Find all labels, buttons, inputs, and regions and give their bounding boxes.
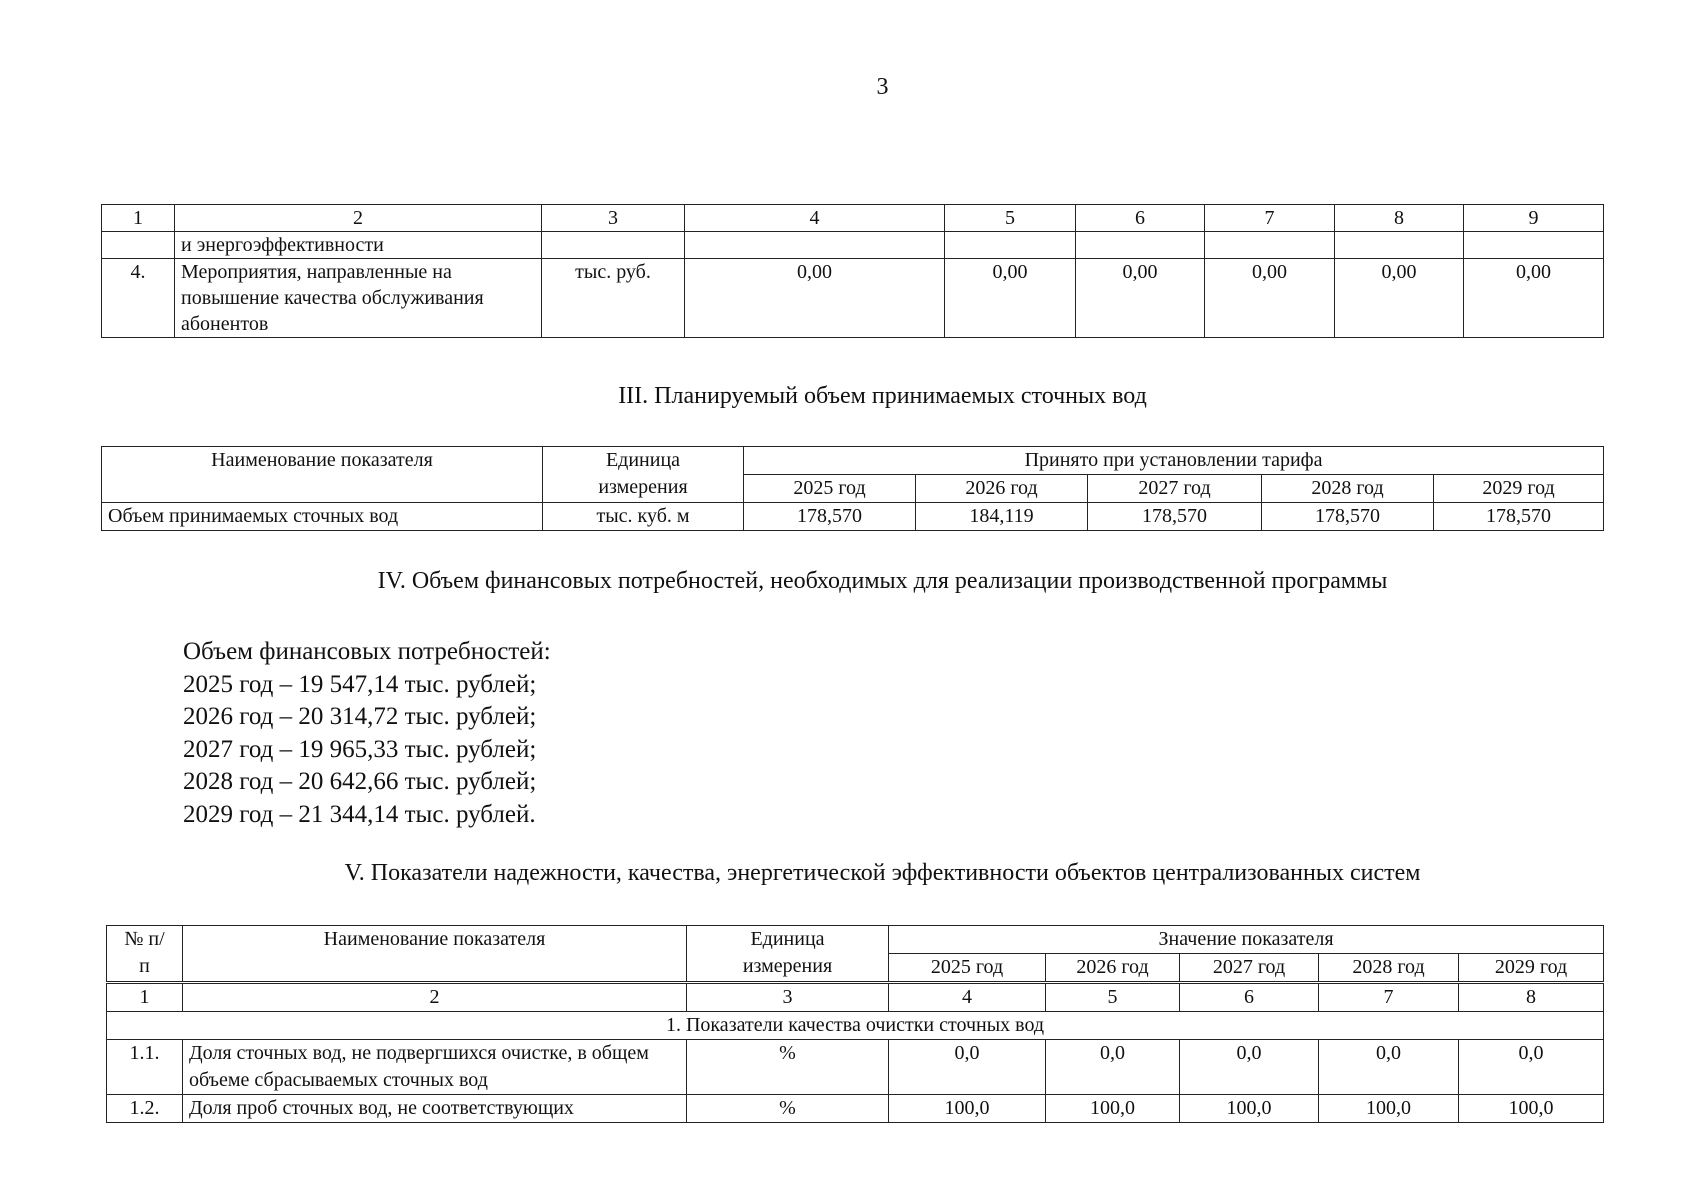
row-unit: тыс. руб. xyxy=(542,259,685,338)
row-value xyxy=(945,232,1076,259)
header-year: 2027 год xyxy=(1088,475,1262,503)
header-year: 2028 год xyxy=(1319,954,1459,983)
financial-needs xyxy=(183,636,551,831)
table-row xyxy=(102,259,1604,338)
section-5-heading: V. Показатели надежности, качества, энергетической эффективности объектов централизованных систем xyxy=(344,860,1421,886)
financial-intro: Объем финансовых потребностей: xyxy=(183,638,551,665)
row-value: 100,0 xyxy=(1046,1095,1180,1123)
row-value: 0,0 xyxy=(1180,1040,1319,1095)
table-row xyxy=(102,503,1604,531)
header-group: Принято при установлении тарифа xyxy=(744,447,1604,475)
row-value xyxy=(1076,232,1205,259)
row-value: 0,00 xyxy=(1335,259,1464,338)
header-year: 2028 год xyxy=(1262,475,1434,503)
indicators-table xyxy=(106,925,1604,1123)
page-number: 3 xyxy=(876,74,889,100)
table-row xyxy=(107,1040,1604,1095)
header-unit: Единица измерения xyxy=(687,926,889,983)
row-value: 0,00 xyxy=(1076,259,1205,338)
col-number: 1 xyxy=(102,205,175,232)
row-number: 1.2. xyxy=(107,1095,183,1123)
financial-line: 2027 год – 19 965,33 тыс. рублей; xyxy=(183,735,537,763)
section-3-heading: III. Планируемый объем принимаемых сточных вод xyxy=(618,383,1147,409)
col-number: 5 xyxy=(945,205,1076,232)
group-title: 1. Показатели качества очистки сточных вод xyxy=(107,1012,1604,1040)
col-number: 7 xyxy=(1319,983,1459,1012)
col-number: 2 xyxy=(183,983,687,1012)
row-value xyxy=(685,232,945,259)
financial-line: 2029 год – 21 344,14 тыс. рублей. xyxy=(183,800,536,828)
row-name: Объем принимаемых сточных вод xyxy=(102,503,543,531)
col-number: 8 xyxy=(1335,205,1464,232)
row-value: 0,0 xyxy=(1046,1040,1180,1095)
table-row xyxy=(102,232,1604,259)
section-4-heading: IV. Объем финансовых потребностей, необходимых для реализации производственной программы xyxy=(377,568,1388,594)
row-unit: тыс. куб. м xyxy=(543,503,744,531)
row-value: 100,0 xyxy=(1180,1095,1319,1123)
col-number: 5 xyxy=(1046,983,1180,1012)
row-value: 100,0 xyxy=(889,1095,1046,1123)
row-value: 0,0 xyxy=(1459,1040,1604,1095)
col-number: 6 xyxy=(1180,983,1319,1012)
row-unit xyxy=(542,232,685,259)
column-number-row xyxy=(107,983,1604,1012)
row-value xyxy=(1464,232,1604,259)
row-value: 184,119 xyxy=(916,503,1088,531)
financial-line: 2028 год – 20 642,66 тыс. рублей; xyxy=(183,768,537,795)
column-number-row xyxy=(102,205,1604,232)
col-number: 4 xyxy=(889,983,1046,1012)
col-number: 4 xyxy=(685,205,945,232)
row-value: 0,0 xyxy=(1319,1040,1459,1095)
measures-table xyxy=(101,204,1604,338)
row-number: 4. xyxy=(102,259,175,338)
header-unit: Единица измерения xyxy=(543,447,744,503)
row-value: 178,570 xyxy=(1434,503,1604,531)
row-value: 100,0 xyxy=(1319,1095,1459,1123)
wastewater-volume-table xyxy=(101,446,1604,531)
header-year: 2026 год xyxy=(1046,954,1180,983)
row-name: Доля сточных вод, не подвергшихся очистке, в общем объеме сбрасываемых сточных вод xyxy=(183,1040,687,1095)
financial-line: 2025 год – 19 547,14 тыс. рублей; xyxy=(183,670,537,698)
header-group: Значение показателя xyxy=(889,926,1604,954)
row-value: 0,00 xyxy=(1464,259,1604,338)
col-number: 2 xyxy=(175,205,542,232)
row-value: 0,0 xyxy=(889,1040,1046,1095)
row-unit: % xyxy=(687,1095,889,1123)
header-year: 2025 год xyxy=(744,475,916,503)
col-number: 1 xyxy=(107,983,183,1012)
row-value xyxy=(1335,232,1464,259)
header-year: 2025 год xyxy=(889,954,1046,983)
row-name: Мероприятия, направленные на повышение качества обслуживания абонентов xyxy=(175,259,542,338)
row-value: 0,00 xyxy=(945,259,1076,338)
col-number: 9 xyxy=(1464,205,1604,232)
col-number: 8 xyxy=(1459,983,1604,1012)
col-number: 6 xyxy=(1076,205,1205,232)
header-name: Наименование показателя xyxy=(102,447,543,503)
row-name: Доля проб сточных вод, не соответствующих xyxy=(183,1095,687,1123)
header-year: 2029 год xyxy=(1459,954,1604,983)
header-num: № п/п xyxy=(107,926,183,983)
header-year: 2026 год xyxy=(916,475,1088,503)
header-name: Наименование показателя xyxy=(183,926,687,983)
col-number: 3 xyxy=(542,205,685,232)
row-number xyxy=(102,232,175,259)
header-year: 2027 год xyxy=(1180,954,1319,983)
col-number: 7 xyxy=(1205,205,1335,232)
row-value: 0,00 xyxy=(685,259,945,338)
col-number: 3 xyxy=(687,983,889,1012)
row-name: и энергоэффективности xyxy=(175,232,542,259)
table-row xyxy=(107,1095,1604,1123)
row-value: 0,00 xyxy=(1205,259,1335,338)
row-unit: % xyxy=(687,1040,889,1095)
row-value: 178,570 xyxy=(1262,503,1434,531)
row-value: 178,570 xyxy=(744,503,916,531)
row-value: 100,0 xyxy=(1459,1095,1604,1123)
row-value xyxy=(1205,232,1335,259)
row-value: 178,570 xyxy=(1088,503,1262,531)
header-year: 2029 год xyxy=(1434,475,1604,503)
row-number: 1.1. xyxy=(107,1040,183,1095)
financial-line: 2026 год – 20 314,72 тыс. рублей; xyxy=(183,703,537,730)
